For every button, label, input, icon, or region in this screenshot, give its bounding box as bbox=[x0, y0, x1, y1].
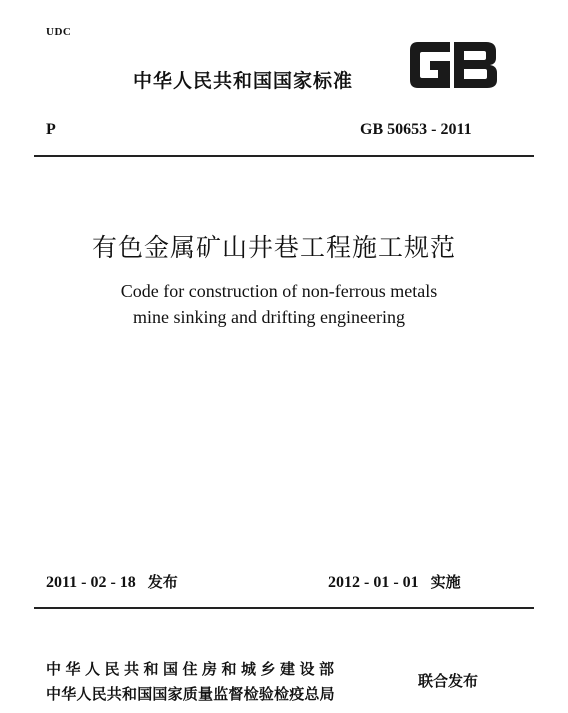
issue-label: 发布 bbox=[147, 573, 178, 591]
issue-date-block bbox=[46, 571, 178, 592]
bottom-divider bbox=[34, 607, 534, 609]
top-divider bbox=[34, 155, 534, 157]
publisher-line1: 中华人民共和国住房和城乡建设部 bbox=[46, 660, 339, 678]
title-chinese: 有色金属矿山井巷工程施工规范 bbox=[91, 233, 456, 262]
implementation-date-block bbox=[328, 571, 461, 592]
implementation-label: 实施 bbox=[430, 573, 461, 591]
title-english-line1: Code for construction of non-ferrous metals bbox=[120, 281, 438, 301]
gb-logo bbox=[406, 40, 500, 90]
standard-type-heading: 中华人民共和国国家标准 bbox=[133, 70, 354, 92]
joint-release-label: 联合发布 bbox=[418, 672, 479, 690]
standard-number: GB 50653 - 2011 bbox=[360, 121, 472, 138]
implementation-date: 2012 - 01 - 01 bbox=[328, 574, 419, 591]
issue-date: 2011 - 02 - 18 bbox=[46, 574, 136, 591]
publisher-line2: 中华人民共和国国家质量监督检验检疫总局 bbox=[46, 685, 335, 703]
title-english-line2: mine sinking and drifting engineering bbox=[133, 307, 405, 327]
classification-code: P bbox=[46, 121, 56, 138]
udc-label: UDC bbox=[46, 26, 72, 38]
